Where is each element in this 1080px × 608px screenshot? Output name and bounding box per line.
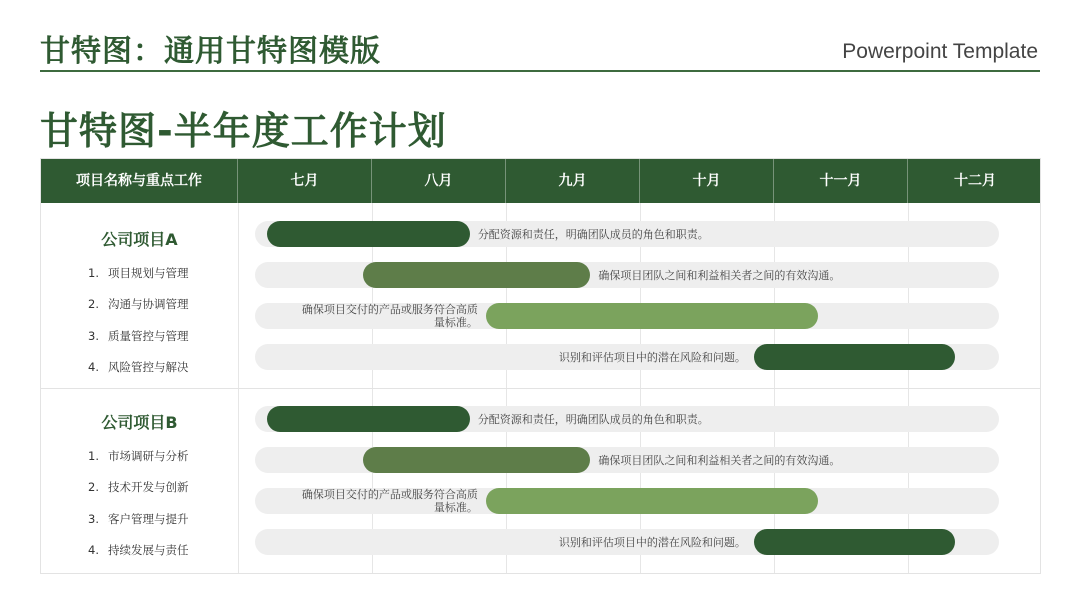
column-header-november: 十一月 — [774, 159, 908, 203]
gantt-bar-note: 确保项目交付的产品或服务符合高质量标准。 — [301, 303, 478, 329]
project-b-task-4: 4. 持续发展与责任 — [88, 543, 189, 557]
column-header-december: 十二月 — [954, 173, 996, 189]
header-subtitle: Powerpoint Template — [842, 40, 1038, 63]
project-b-task-3: 3. 客户管理与提升 — [88, 512, 189, 526]
gantt-track — [255, 344, 999, 370]
gantt-bar-note: 识别和评估项目中的潜在风险和问题。 — [558, 351, 746, 364]
gantt-table — [40, 158, 1041, 574]
gantt-bar — [267, 221, 469, 247]
gantt-bar — [486, 488, 818, 514]
gantt-bar-note: 确保项目团队之间和利益相关者之间的有效沟通。 — [598, 454, 841, 467]
header-divider — [40, 70, 1040, 72]
gantt-bar — [754, 529, 955, 555]
project-a-task-2: 2. 沟通与协调管理 — [88, 297, 189, 311]
column-header-october: 十月 — [640, 159, 774, 203]
gantt-track — [255, 447, 999, 473]
column-header-august: 八月 — [372, 159, 506, 203]
project-a-task-3: 3. 质量管控与管理 — [88, 329, 189, 343]
project-b-task-1: 1. 市场调研与分析 — [88, 449, 189, 463]
gantt-track — [255, 262, 999, 288]
project-a-task-4: 4. 风险管控与解决 — [88, 360, 189, 374]
gantt-bar-note: 确保项目团队之间和利益相关者之间的有效沟通。 — [598, 269, 841, 282]
gantt-bar — [363, 262, 591, 288]
gantt-bar — [486, 303, 818, 329]
gantt-track — [255, 406, 999, 432]
row-divider — [41, 388, 1040, 389]
gantt-track — [255, 488, 999, 514]
project-b-name: 公司项目B — [101, 413, 178, 432]
gantt-bar — [363, 447, 591, 473]
page-title: 甘特图-半年度工作计划 — [40, 109, 447, 153]
gantt-track — [255, 529, 999, 555]
gantt-bar — [267, 406, 469, 432]
project-a-name: 公司项目A — [101, 230, 178, 249]
gantt-track — [255, 303, 999, 329]
gantt-bar — [754, 344, 955, 370]
gantt-track — [255, 221, 999, 247]
column-header-projects: 项目名称与重点工作 — [41, 159, 238, 203]
column-header-september: 九月 — [506, 159, 640, 203]
gantt-bar-note: 识别和评估项目中的潜在风险和问题。 — [558, 536, 746, 549]
project-b-task-2: 2. 技术开发与创新 — [88, 480, 189, 494]
column-header-july: 七月 — [238, 159, 372, 203]
header-title: 甘特图：通用甘特图模版 — [40, 34, 381, 69]
project-a-task-1: 1. 项目规划与管理 — [88, 266, 189, 280]
gantt-bar-note: 确保项目交付的产品或服务符合高质量标准。 — [301, 488, 478, 514]
gantt-bar-note: 分配资源和责任，明确团队成员的角色和职责。 — [477, 228, 709, 241]
gantt-bar-note: 分配资源和责任，明确团队成员的角色和职责。 — [477, 413, 709, 426]
gantt-header-row — [41, 159, 1040, 203]
